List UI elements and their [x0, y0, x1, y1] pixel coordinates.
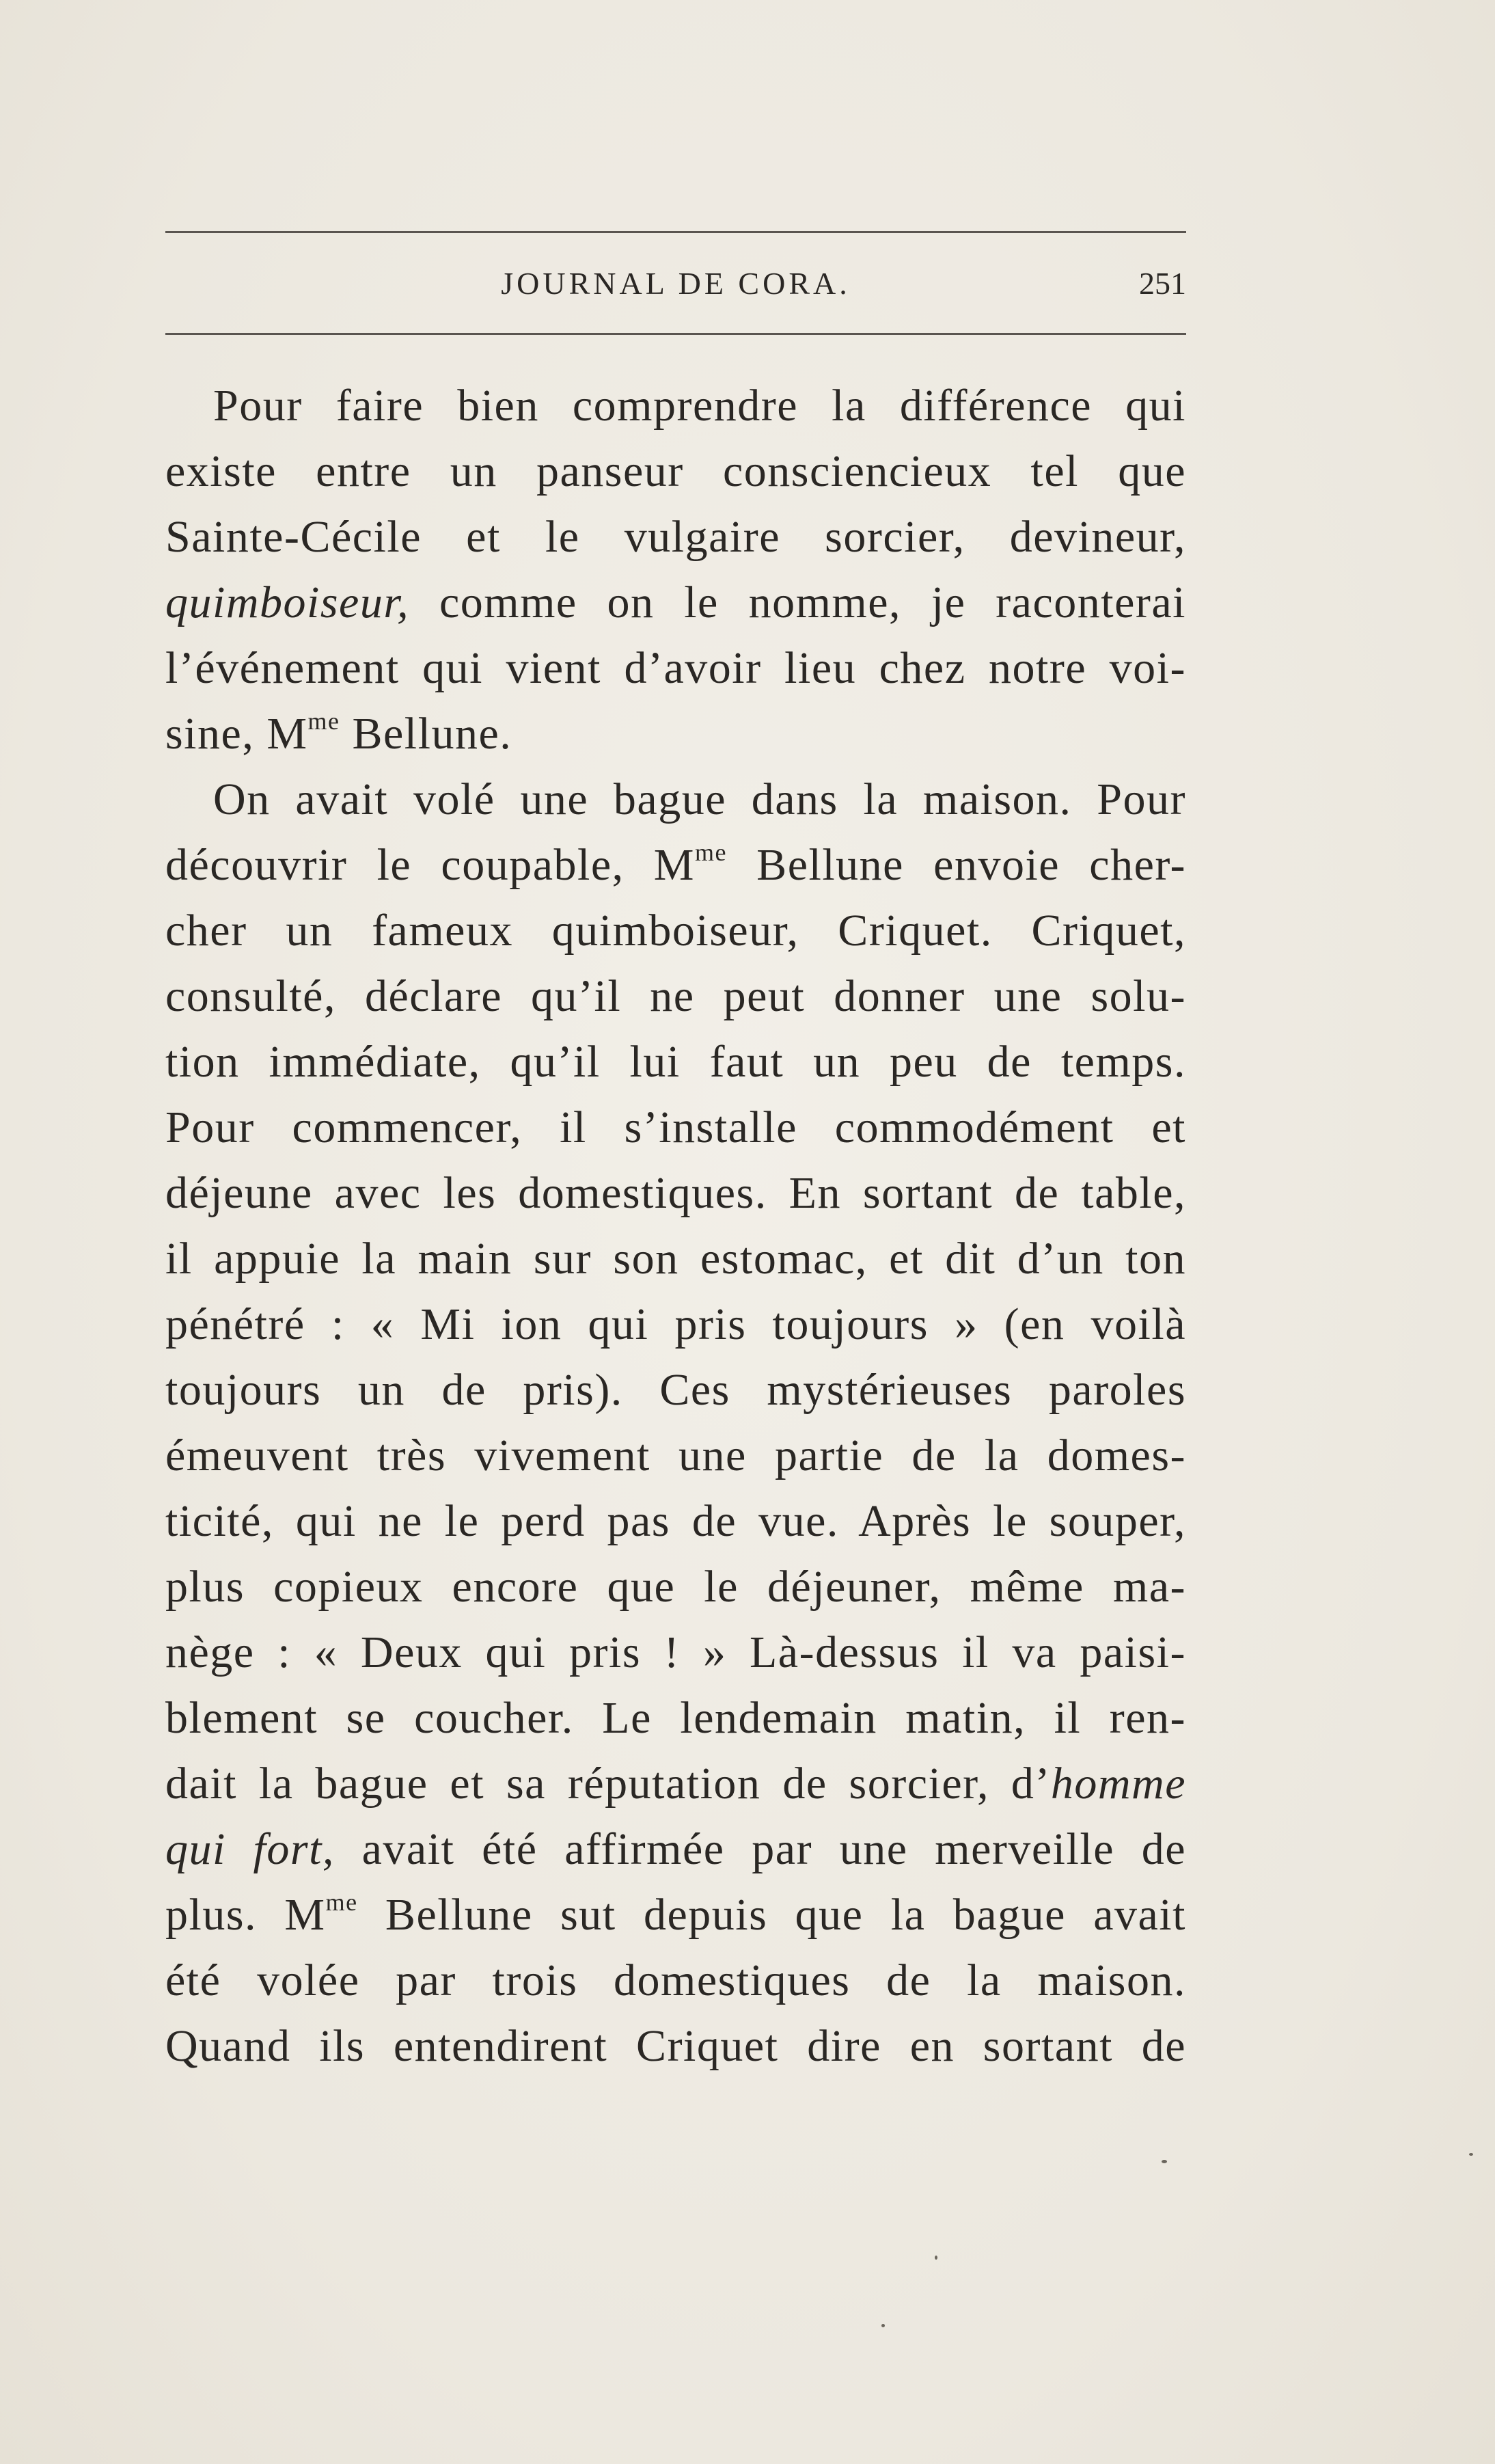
title-superscript: me [695, 839, 727, 866]
text-line [165, 439, 1186, 504]
line-text: Quand ils entendirent Criquet dire en sortant de [165, 2021, 1186, 2071]
line-text: été volée par trois domestiques de la maison. [165, 1955, 1186, 2005]
page-number: 251 [1139, 266, 1186, 301]
line-text: émeuvent très vivement une partie de la domes- [165, 1431, 1186, 1480]
line-text: avait été affirmée par une merveille de [334, 1824, 1186, 1874]
line-text: Bellune envoie cher- [726, 840, 1186, 890]
title-superscript: me [307, 707, 340, 735]
text-line [165, 1489, 1186, 1554]
text-line [165, 767, 1186, 832]
text-line [165, 636, 1186, 701]
text-line [165, 1817, 1186, 1882]
text-line [165, 570, 1186, 636]
text-line [165, 1882, 1186, 1948]
text-line [165, 832, 1186, 898]
header-rule-top [165, 231, 1186, 233]
line-text: existe entre un panseur consciencieux tel que [165, 446, 1186, 496]
text-line [165, 1161, 1186, 1226]
italic-term: homme [1050, 1759, 1186, 1809]
line-text: plus. M [165, 1890, 326, 1940]
text-line [165, 1226, 1186, 1292]
text-line [165, 1029, 1186, 1095]
text-line [165, 1292, 1186, 1357]
text-line [165, 504, 1186, 570]
line-text: toujours un de pris). Ces mystérieuses paroles [165, 1365, 1186, 1415]
line-text: dait la bague et sa réputation de sorcier, d’ [165, 1759, 1051, 1809]
text-line [165, 1357, 1186, 1423]
text-line [165, 2014, 1186, 2079]
italic-term: qui fort, [165, 1824, 335, 1874]
text-line [165, 1423, 1186, 1489]
line-text: sine, M [165, 709, 308, 759]
line-text: déjeune avec les domestiques. En sortant de table, [165, 1168, 1186, 1218]
text-line [165, 1685, 1186, 1751]
line-text: Pour faire bien comprendre la différence qui [213, 381, 1186, 431]
page-header [165, 265, 1186, 313]
line-text: découvrir le coupable, M [165, 840, 695, 890]
body-text [165, 373, 1186, 2079]
title-superscript: me [325, 1888, 358, 1916]
text-line [165, 373, 1186, 439]
text-line [165, 1948, 1186, 2014]
paper-speck [1162, 2160, 1167, 2163]
text-line [165, 964, 1186, 1029]
text-line [165, 1095, 1186, 1161]
line-text: nège : « Deux qui pris ! » Là-dessus il va paisi- [165, 1627, 1186, 1677]
text-line [165, 898, 1186, 964]
line-text: l’événement qui vient d’avoir lieu chez notre voi- [165, 643, 1186, 693]
line-text: blement se coucher. Le lendemain matin, il ren- [165, 1693, 1186, 1743]
line-text: On avait volé une bague dans la maison. Pour [213, 774, 1186, 824]
paper-speck [935, 2256, 937, 2260]
line-text: tion immédiate, qu’il lui faut un peu de temps. [165, 1037, 1186, 1087]
line-text: comme on le nomme, je raconterai [409, 578, 1186, 627]
line-text: consulté, déclare qu’il ne peut donner une solu- [165, 971, 1186, 1021]
text-line [165, 1751, 1186, 1817]
line-text: Sainte-Cécile et le vulgaire sorcier, devineur, [165, 512, 1186, 562]
line-text: Pour commencer, il s’installe commodément et [165, 1102, 1186, 1152]
text-line [165, 1620, 1186, 1685]
line-text: cher un fameux quimboiseur, Criquet. Criquet, [165, 906, 1186, 956]
line-text: plus copieux encore que le déjeuner, même ma- [165, 1562, 1186, 1612]
running-title: JOURNAL DE CORA. [501, 266, 851, 301]
text-line [165, 701, 1186, 767]
line-text: pénétré : « Mi ion qui pris toujours » (en voilà [165, 1299, 1186, 1349]
line-text: Bellune. [340, 709, 512, 759]
paper-speck [881, 2324, 885, 2327]
italic-term: quimboiseur, [165, 578, 410, 627]
paper-speck [1469, 2153, 1473, 2156]
header-rule-bottom [165, 333, 1186, 335]
line-text: il appuie la main sur son estomac, et dit d’un ton [165, 1234, 1186, 1284]
line-text: Bellune sut depuis que la bague avait [357, 1890, 1186, 1940]
text-line [165, 1554, 1186, 1620]
line-text: ticité, qui ne le perd pas de vue. Après le souper, [165, 1496, 1186, 1546]
